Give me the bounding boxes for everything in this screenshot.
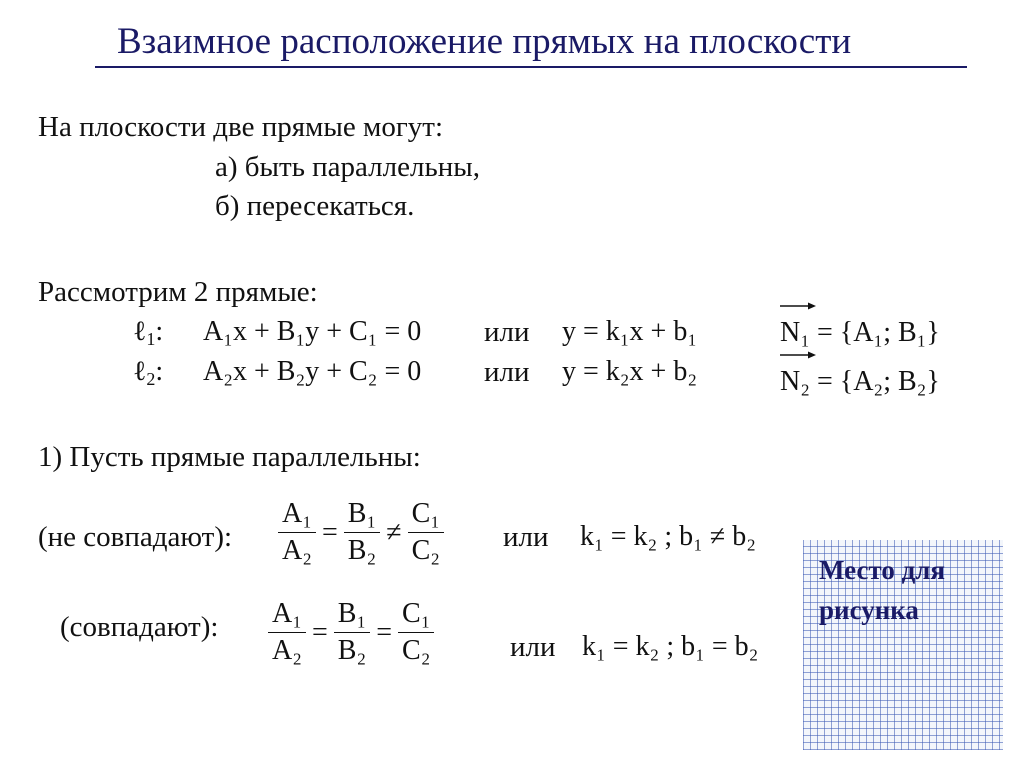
- line1-slope: y = k₁x + b₁: [562, 316, 698, 347]
- fraction-num: B₁: [334, 596, 370, 633]
- line2-equation: A₂x + B₂y + C₂ = 0: [203, 356, 422, 387]
- fraction-num: B₁: [344, 496, 380, 533]
- fraction-den: C₂: [411, 535, 441, 566]
- fraction-den: C₂: [402, 635, 431, 666]
- not-coincide-label: (не совпадают):: [38, 521, 233, 553]
- fraction-num: C₁: [408, 496, 444, 533]
- equals-sign: =: [376, 616, 393, 648]
- not-coincide-proportion: [278, 496, 444, 569]
- normal-vector-2: [780, 365, 940, 399]
- fraction-b: [334, 596, 370, 669]
- line1-symbol: ℓ: [133, 316, 147, 347]
- normal-1-text: N₁ = {A₁; B₁}: [780, 317, 940, 348]
- case-a: а) быть параллельны,: [215, 151, 480, 183]
- normal-2-text: N₂ = {A₂; B₂}: [780, 366, 940, 397]
- fraction-num: C₁: [398, 596, 434, 633]
- not-equal-sign: ≠: [386, 516, 402, 548]
- fraction-den: A₂: [272, 635, 302, 666]
- fraction-den: B₂: [347, 535, 377, 566]
- vector-arrow-icon: [780, 302, 816, 310]
- line2-slope: y = k₂x + b₂: [562, 356, 698, 387]
- fraction-a: [278, 496, 316, 569]
- picture-placeholder-text: Место для рисунка: [819, 555, 945, 625]
- coincide-label: (совпадают):: [60, 611, 219, 643]
- parallel-heading: 1) Пусть прямые параллельны:: [38, 441, 421, 473]
- coincide-or: или: [510, 631, 556, 663]
- vector-arrow-icon: [780, 351, 816, 359]
- line2-index: 2: [146, 369, 156, 389]
- slide-title: Взаимное расположение прямых на плоскости: [95, 18, 967, 68]
- not-coincide-condition: k₁ = k₂ ; b₁ ≠ b₂: [580, 521, 756, 552]
- line1-label: ℓ$_1$:: [133, 316, 164, 349]
- normal-vector-1: [780, 316, 940, 350]
- equals-sign: =: [321, 516, 338, 548]
- case-b: б) пересекаться.: [215, 190, 415, 222]
- fraction-num: A₁: [268, 596, 306, 633]
- fraction-num: A₁: [278, 496, 316, 533]
- line2-symbol: ℓ: [133, 356, 147, 387]
- line1-equation: A₁x + B₁y + C₁ = 0: [203, 316, 422, 347]
- fraction-a: [268, 596, 306, 669]
- picture-placeholder: [803, 540, 1003, 750]
- line2-label: ℓ$_2$:: [133, 356, 164, 389]
- fraction-b: [344, 496, 380, 569]
- line1-index: 1: [146, 329, 156, 349]
- fraction-c: [408, 496, 444, 569]
- fraction-c: [398, 596, 434, 669]
- fraction-den: B₂: [337, 635, 367, 666]
- intro-line: На плоскости две прямые могут:: [38, 111, 443, 143]
- equals-sign: =: [311, 616, 328, 648]
- fraction-den: A₂: [282, 535, 312, 566]
- not-coincide-or: или: [503, 521, 549, 553]
- consider-heading: Рассмотрим 2 прямые:: [38, 276, 318, 308]
- coincide-proportion: [268, 596, 434, 669]
- line1-or: или: [484, 316, 530, 348]
- coincide-condition: k₁ = k₂ ; b₁ = b₂: [582, 631, 759, 662]
- line2-or: или: [484, 356, 530, 388]
